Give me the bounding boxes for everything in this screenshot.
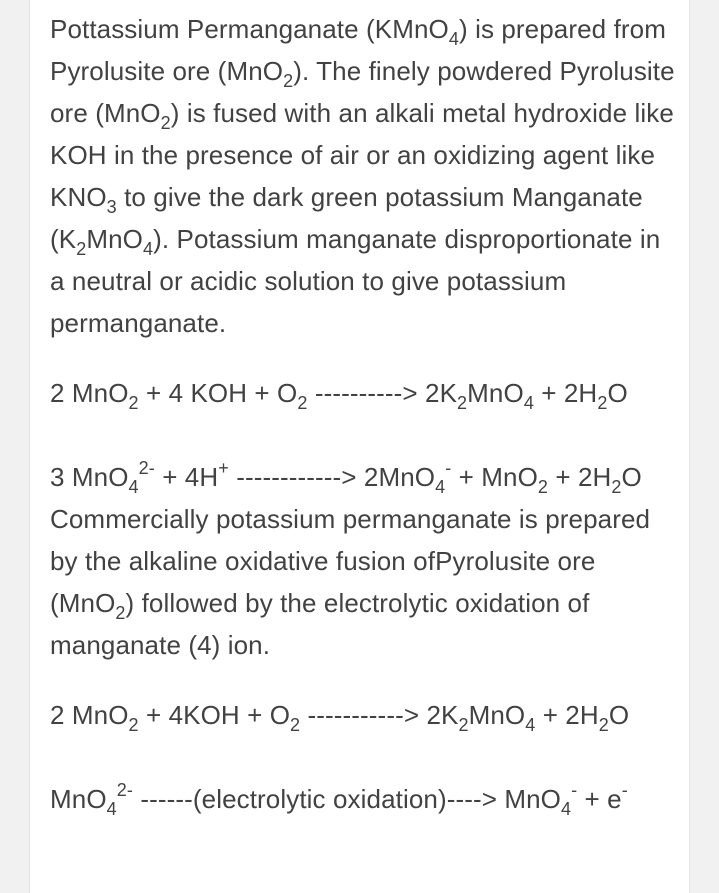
text-span: ). The finely powdered Pyrolusite ore (MnO — [50, 56, 675, 128]
subscript: 2 — [537, 477, 549, 497]
subscript: 2 — [297, 393, 308, 413]
subscript: 3 — [106, 197, 117, 217]
subscript: 2 — [128, 393, 139, 413]
eq-term: 2K — [426, 700, 459, 730]
eq-term: + 4 KOH + O — [138, 378, 298, 408]
subscript: 2 — [597, 393, 608, 413]
subscript: 2 — [283, 71, 294, 91]
text-span: Commercially potassium permanganate is prepared by the alkaline oxidative fusion ofPyrolusite ore (MnO — [50, 504, 651, 618]
subscript: 2 — [128, 715, 139, 735]
eq-term: + MnO — [451, 462, 538, 492]
eq-term: O — [607, 378, 628, 408]
equation-disproportionation — [50, 456, 675, 498]
eq-term: MnO — [504, 784, 561, 814]
subscript: 2 — [115, 603, 126, 623]
reaction-arrow: ------(electrolytic oxidation)----> — [133, 784, 505, 814]
text-span: ) is prepared from Pyrolusite ore (MnO — [50, 14, 666, 86]
subscript: 4 — [523, 393, 534, 413]
eq-term: + 4H — [154, 462, 219, 492]
superscript: 2- — [138, 458, 155, 478]
superscript: - — [621, 780, 628, 800]
eq-term: MnO — [467, 378, 524, 408]
eq-term: 2 MnO — [50, 700, 129, 730]
answer-card — [29, 0, 690, 893]
eq-term: 2 MnO — [50, 378, 129, 408]
reaction-arrow: ----------> — [307, 378, 426, 408]
subscript: 4 — [561, 799, 572, 819]
subscript: 4 — [128, 477, 139, 497]
text-span: MnO — [86, 224, 143, 254]
superscript: - — [445, 458, 452, 478]
eq-term: + 2H — [533, 378, 598, 408]
subscript: 4 — [435, 477, 446, 497]
superscript: - — [571, 780, 578, 800]
reaction-arrow: -----------> — [300, 700, 427, 730]
equation-electrolytic-oxidation — [50, 778, 675, 820]
eq-term: O — [608, 700, 630, 730]
eq-term: 2K — [425, 378, 458, 408]
subscript: 2 — [457, 393, 468, 413]
superscript: 2- — [116, 780, 133, 800]
subscript: 2 — [598, 715, 609, 735]
text-span: ). Potassium manganate disproportionate in a neutral or acidic solution to give potassium permanganate. — [50, 224, 661, 338]
eq-term: O — [621, 462, 642, 492]
reaction-arrow: ------------> — [228, 462, 364, 492]
equation-commercial-fusion — [50, 694, 675, 736]
subscript: 2 — [76, 239, 87, 259]
eq-term: MnO — [50, 784, 107, 814]
subscript: 2 — [458, 715, 469, 735]
superscript: + — [218, 458, 229, 478]
eq-term: + 2H — [548, 462, 612, 492]
subscript: 4 — [142, 239, 154, 259]
text-span: to give the dark green potassium Manganate (K — [50, 182, 643, 254]
eq-term: + 2H — [535, 700, 599, 730]
subscript: 2 — [611, 477, 622, 497]
equation-fusion — [50, 372, 675, 414]
answer-content — [50, 8, 675, 820]
text-span: ) followed by the electrolytic oxidation of manganate (4) ion. — [50, 588, 590, 660]
eq-term: + 4KOH + O — [138, 700, 291, 730]
subscript: 2 — [290, 715, 301, 735]
subscript: 4 — [106, 799, 117, 819]
subscript: 4 — [448, 29, 459, 49]
eq-term: 2MnO — [363, 462, 436, 492]
subscript: 2 — [160, 113, 171, 133]
text-span: Pottassium Permanganate (KMnO — [50, 14, 449, 44]
eq-term: 3 MnO — [50, 462, 129, 492]
subscript: 4 — [525, 715, 536, 735]
eq-term: MnO — [468, 700, 526, 730]
text-span: ) is fused with an alkali metal hydroxide like KOH in the presence of air or an oxidizing agent like KNO — [50, 98, 674, 212]
eq-term: + e — [577, 784, 622, 814]
commercial-paragraph — [50, 498, 675, 666]
intro-paragraph — [50, 8, 675, 344]
